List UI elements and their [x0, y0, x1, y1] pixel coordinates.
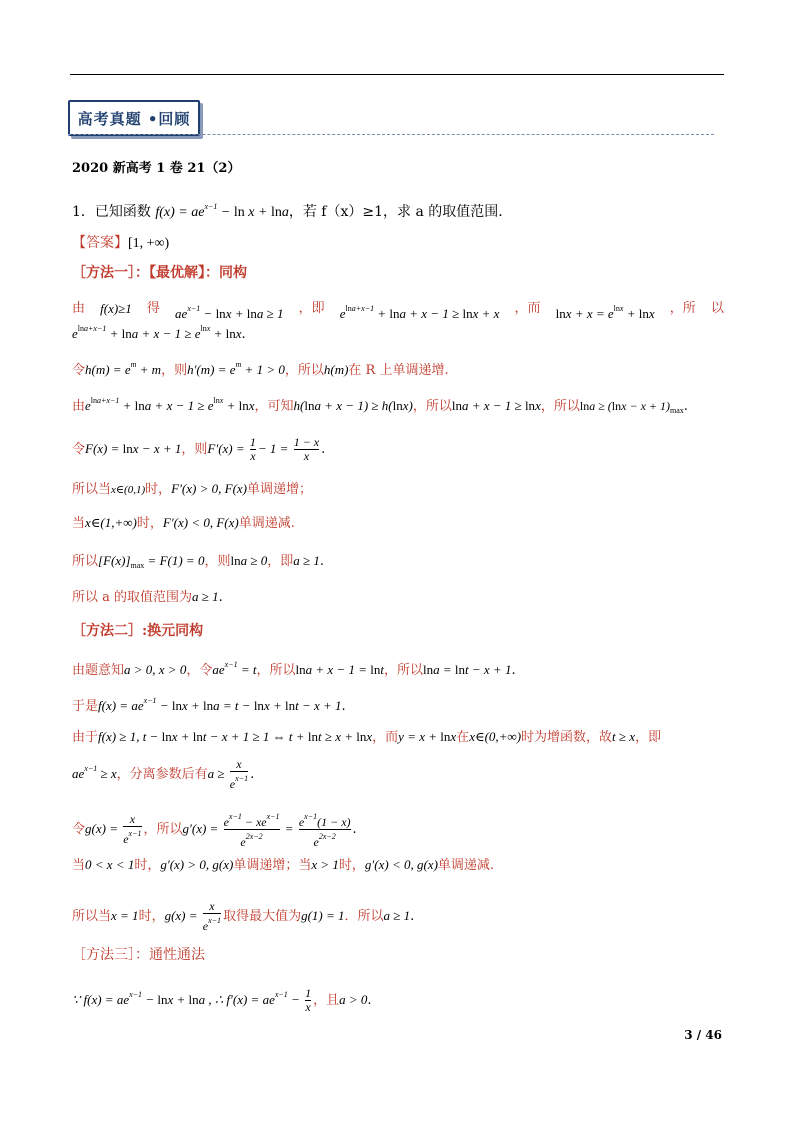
- answer-value: [1, +∞): [128, 236, 170, 251]
- header-rule: [70, 74, 724, 75]
- method2-line5: 令g(x) = $\frac{x}{e^{x-1}}$ ，所以g′(x) = $\frac{e^{x-1} - xe^{x-1}}{e^{2x-2}}$ = $\frac{e^{x-1}(1 - x)}{e^{2x-2}}$ .: [72, 812, 357, 849]
- answer-line: [72, 234, 724, 253]
- method2-line1: 由题意知a > 0, x > 0，令$ae^{x-1} = t$，所以lna + x − 1 = lnt，所以lna = lnt − x + 1.: [72, 660, 516, 678]
- method1-line8: 所以$[F(x)]_{max} = F(1) = 0$，则lna ≥ 0，即a ≥ 1.: [72, 553, 325, 570]
- method2-line7: 所以当x = 1时，g(x) = $\frac{x}{e^{x-1}}$ 取得最大值为g(1) = 1．所以a ≥ 1.: [72, 899, 415, 933]
- method2-title: ［方法二］:换元同构: [72, 623, 204, 639]
- method3-line1: ∵ $f(x) = ae^{x-1} - \ln x + \ln a$ , ∴ $f'(x) = ae^{x-1}$ − $\frac{1}{x}$ ，且a > 0.: [72, 986, 372, 1014]
- method1-line6: 所以当x∈(0,1)时，F′(x) > 0, F(x)单调递增；: [72, 481, 313, 497]
- section-tab: [68, 100, 200, 136]
- method3-title: ［方法三］：通性通法: [72, 947, 205, 963]
- answer-label: 【答案】: [72, 235, 128, 251]
- method1-line5: 令F(x) = lnx − x + 1，则F′(x) = $\frac{1}{x}$ − 1 = $\frac{1 - x}{x}$ .: [72, 435, 326, 463]
- method1-title: ［方法一］：【最优解】：同构: [72, 265, 247, 281]
- method1-line2: $e^{lna+x-1} + \ln a + x - 1 \ge e^{lnx} + \ln x$.: [72, 324, 246, 342]
- problem-statement: 1．已知函数 $f(x) = ae^{x-1} - \ln x + \ln a$，若 f（x）≥1，求 a 的取值范围.: [72, 202, 503, 220]
- page-number: 3 / 46: [684, 1028, 722, 1042]
- method2-line3: 由于f(x) ≥ 1, t − lnx + lnt − x + 1 ≥ 1 ⇔ t + lnt ≥ x + lnx，而y = x + lnx在x∈(0,+∞)时为增函数，故t ≥ x，即: [72, 729, 662, 745]
- method2-line2: 于是$f(x) = ae^{x-1} - \ln x + \ln a = t - \ln x + \ln t - x + 1$.: [72, 696, 346, 714]
- method2-line6: 当0 < x < 1时，g′(x) > 0, g(x)单调递增；当x > 1时，g′(x) < 0, g(x)单调递减.: [72, 857, 495, 873]
- dashed-divider: [68, 134, 714, 135]
- method1-line1: 由 f(x)≥1 得 $ae^{x-1} - \ln x + \ln a \ge 1$ ，即 $e^{lna+x-1} + \ln a + x - 1 \ge \ln x + x$ ，而 $\ln x + x = e^{lnx} + \ln x$ ，所 以: [72, 301, 724, 321]
- problem-source: 2020 新高考 1 卷 21（2）: [72, 161, 241, 176]
- section-label: 高考真题 •回顾: [77, 109, 191, 128]
- method2-line4: $ae^{x-1} \ge x$，分离参数后有a ≥ $\frac{x}{e^{x-1}}$ .: [72, 757, 255, 791]
- method1-line4: 由$e^{lna+x-1} + \ln a + x - 1 \ge e^{lnx} + \ln x$，可知h(lna + x − 1) ≥ h(lnx)，所以lna + x − 1 ≥ lnx，所以$\ln a \ge (\ln x - x + 1)_{max}$.: [72, 396, 688, 415]
- problem-function: f: [155, 205, 160, 220]
- method1-line7: 当x∈(1,+∞)时，F′(x) < 0, F(x)单调递减.: [72, 515, 295, 531]
- method1-conclusion: 所以 a 的取值范围为a ≥ 1.: [72, 589, 223, 605]
- method1-line3: 令$h(m) = e^m + m$，则$h'(m) = e^m + 1 > 0$，所以h(m)在 R 上单调递增.: [72, 360, 449, 378]
